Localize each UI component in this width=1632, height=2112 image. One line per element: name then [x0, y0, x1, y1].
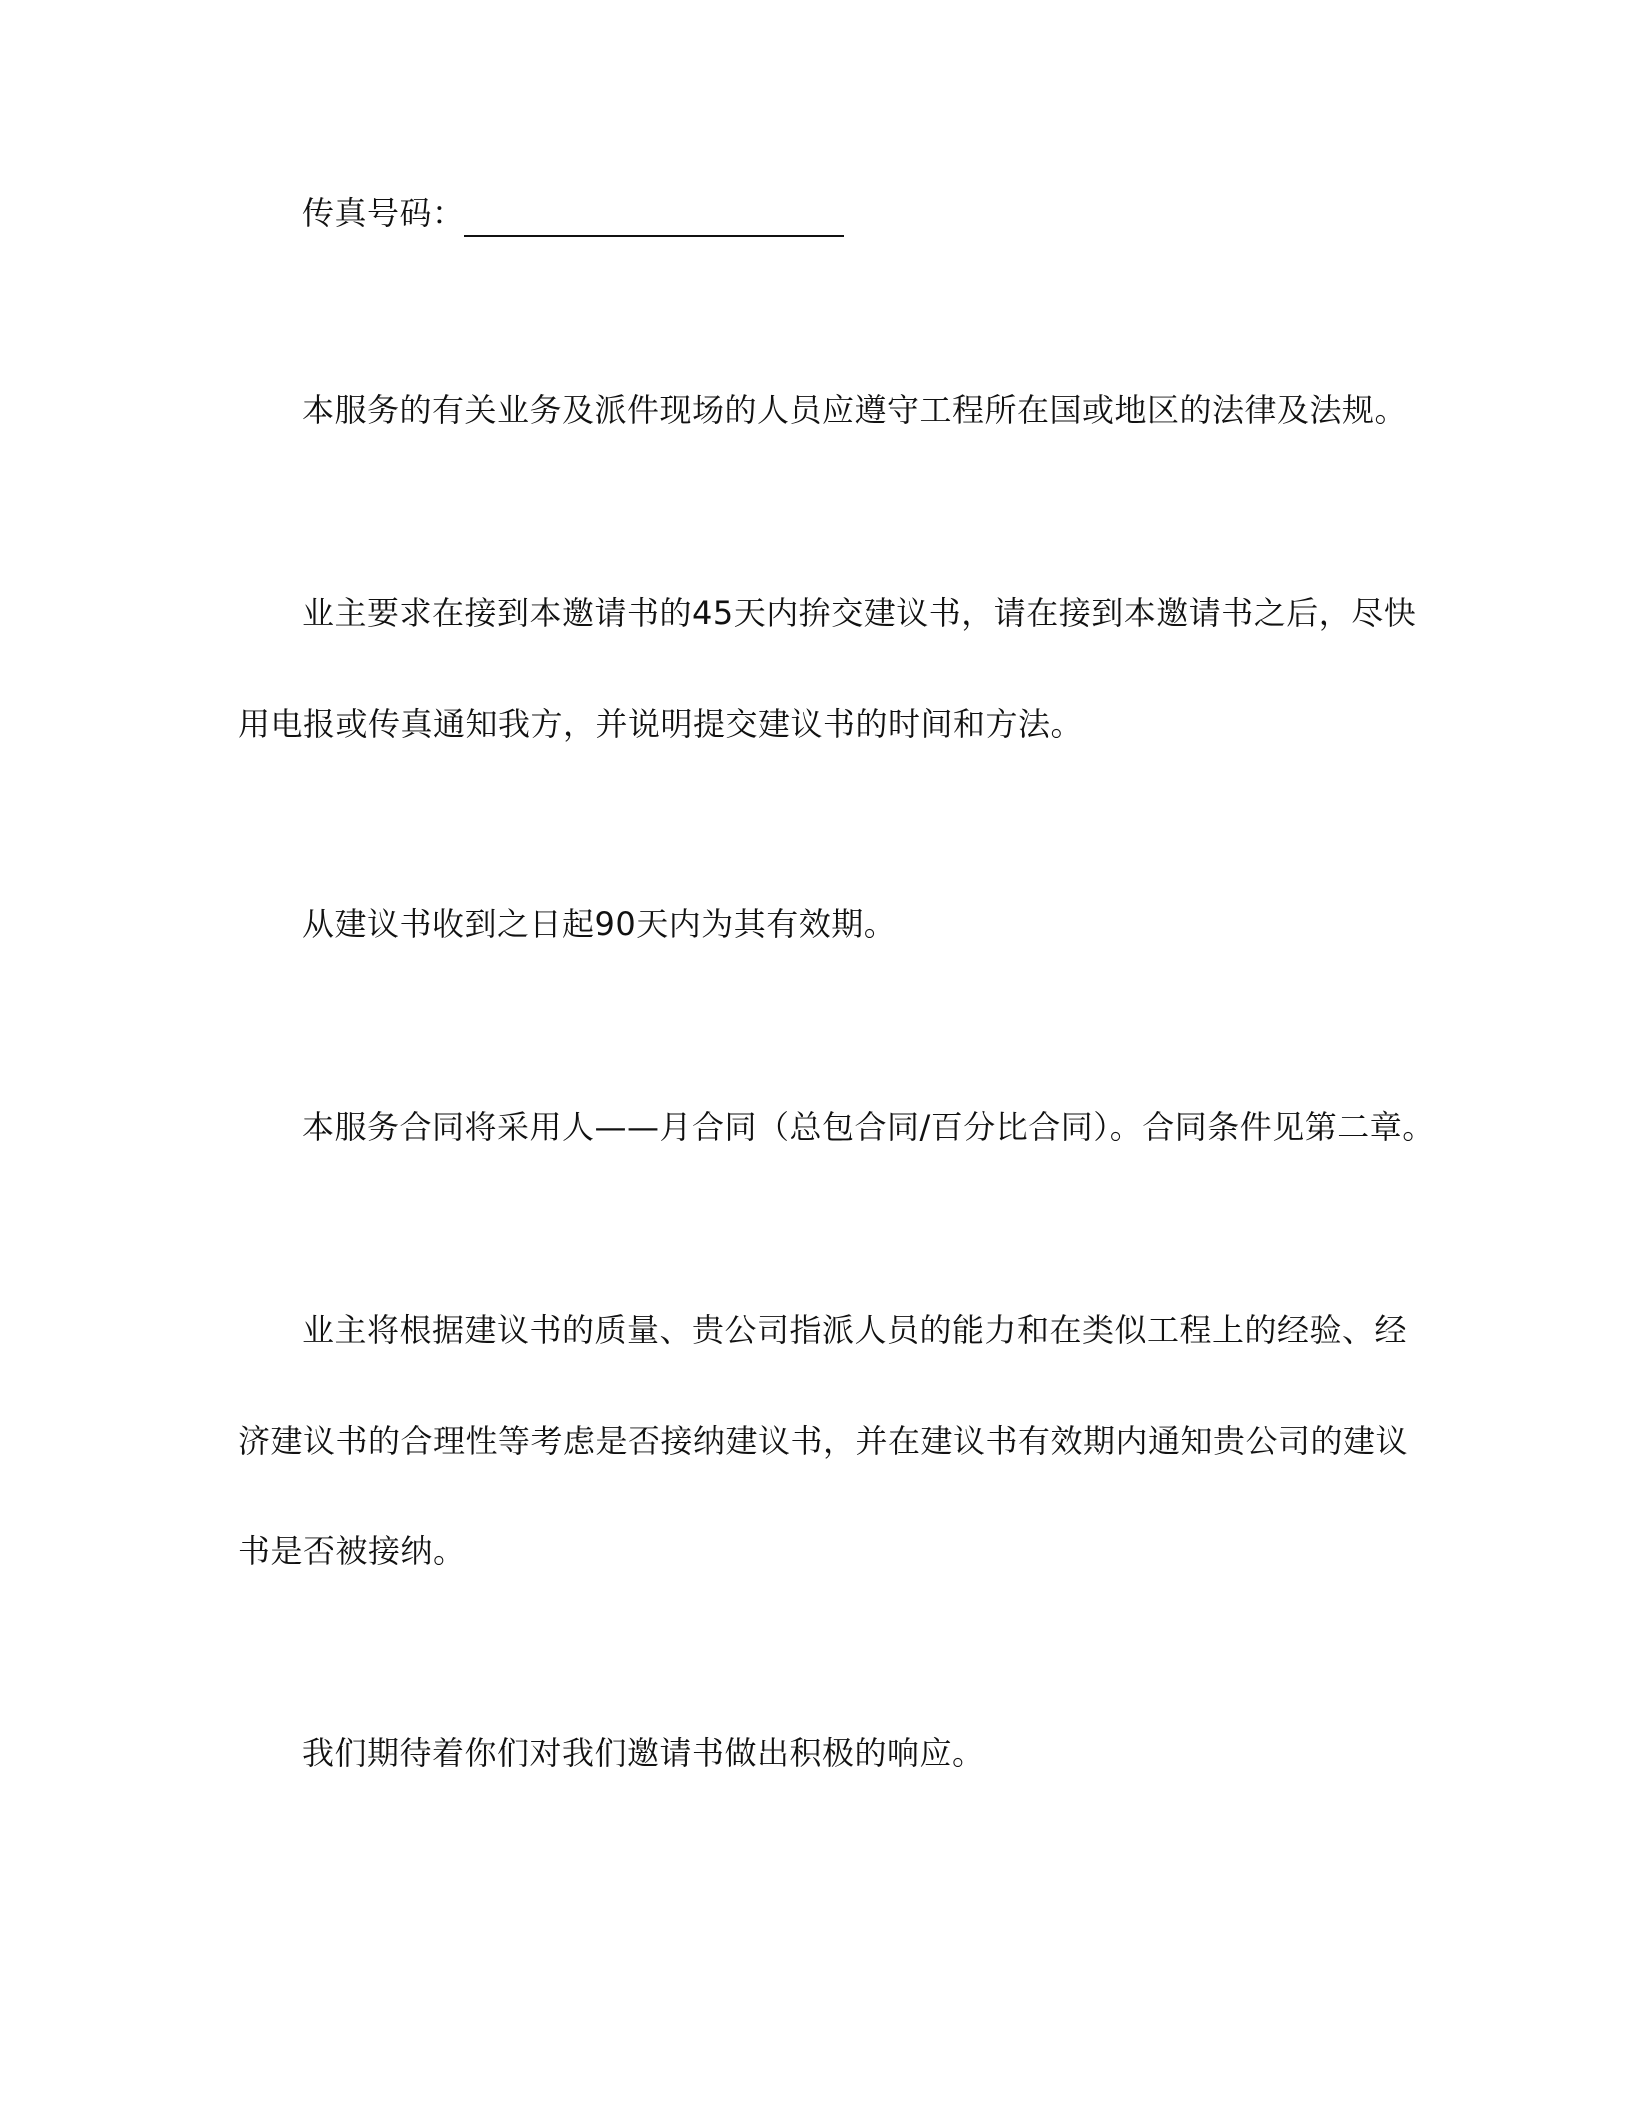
paragraph-evaluation-line-2: 济建议书的合理性等考虑是否接纳建议书，并在建议书有效期内通知贵公司的建议: [238, 1422, 1409, 1460]
paragraph-contract-type: 本服务合同将采用人——月合同（总包合同/百分比合同）。合同条件见第二章。: [302, 1108, 1435, 1146]
paragraph-closing: 我们期待着你们对我们邀请书做出积极的响应。: [302, 1734, 985, 1772]
fax-number-blank-line: [464, 235, 844, 237]
paragraph-submission-deadline-line-2: 用电报或传真通知我方，并说明提交建议书的时间和方法。: [238, 705, 1084, 743]
paragraph-validity-period: 从建议书收到之日起90天内为其有效期。: [302, 905, 897, 943]
fax-number-label: 传真号码：: [302, 194, 465, 232]
paragraph-evaluation-line-1: 业主将根据建议书的质量、贵公司指派人员的能力和在类似工程上的经验、经: [302, 1311, 1408, 1349]
paragraph-evaluation-line-3: 书是否被接纳。: [238, 1532, 466, 1570]
paragraph-submission-deadline-line-1: 业主要求在接到本邀请书的45天内拚交建议书，请在接到本邀请书之后，尽快: [302, 594, 1417, 632]
paragraph-local-laws: 本服务的有关业务及派件现场的人员应遵守工程所在国或地区的法律及法规。: [302, 391, 1408, 429]
